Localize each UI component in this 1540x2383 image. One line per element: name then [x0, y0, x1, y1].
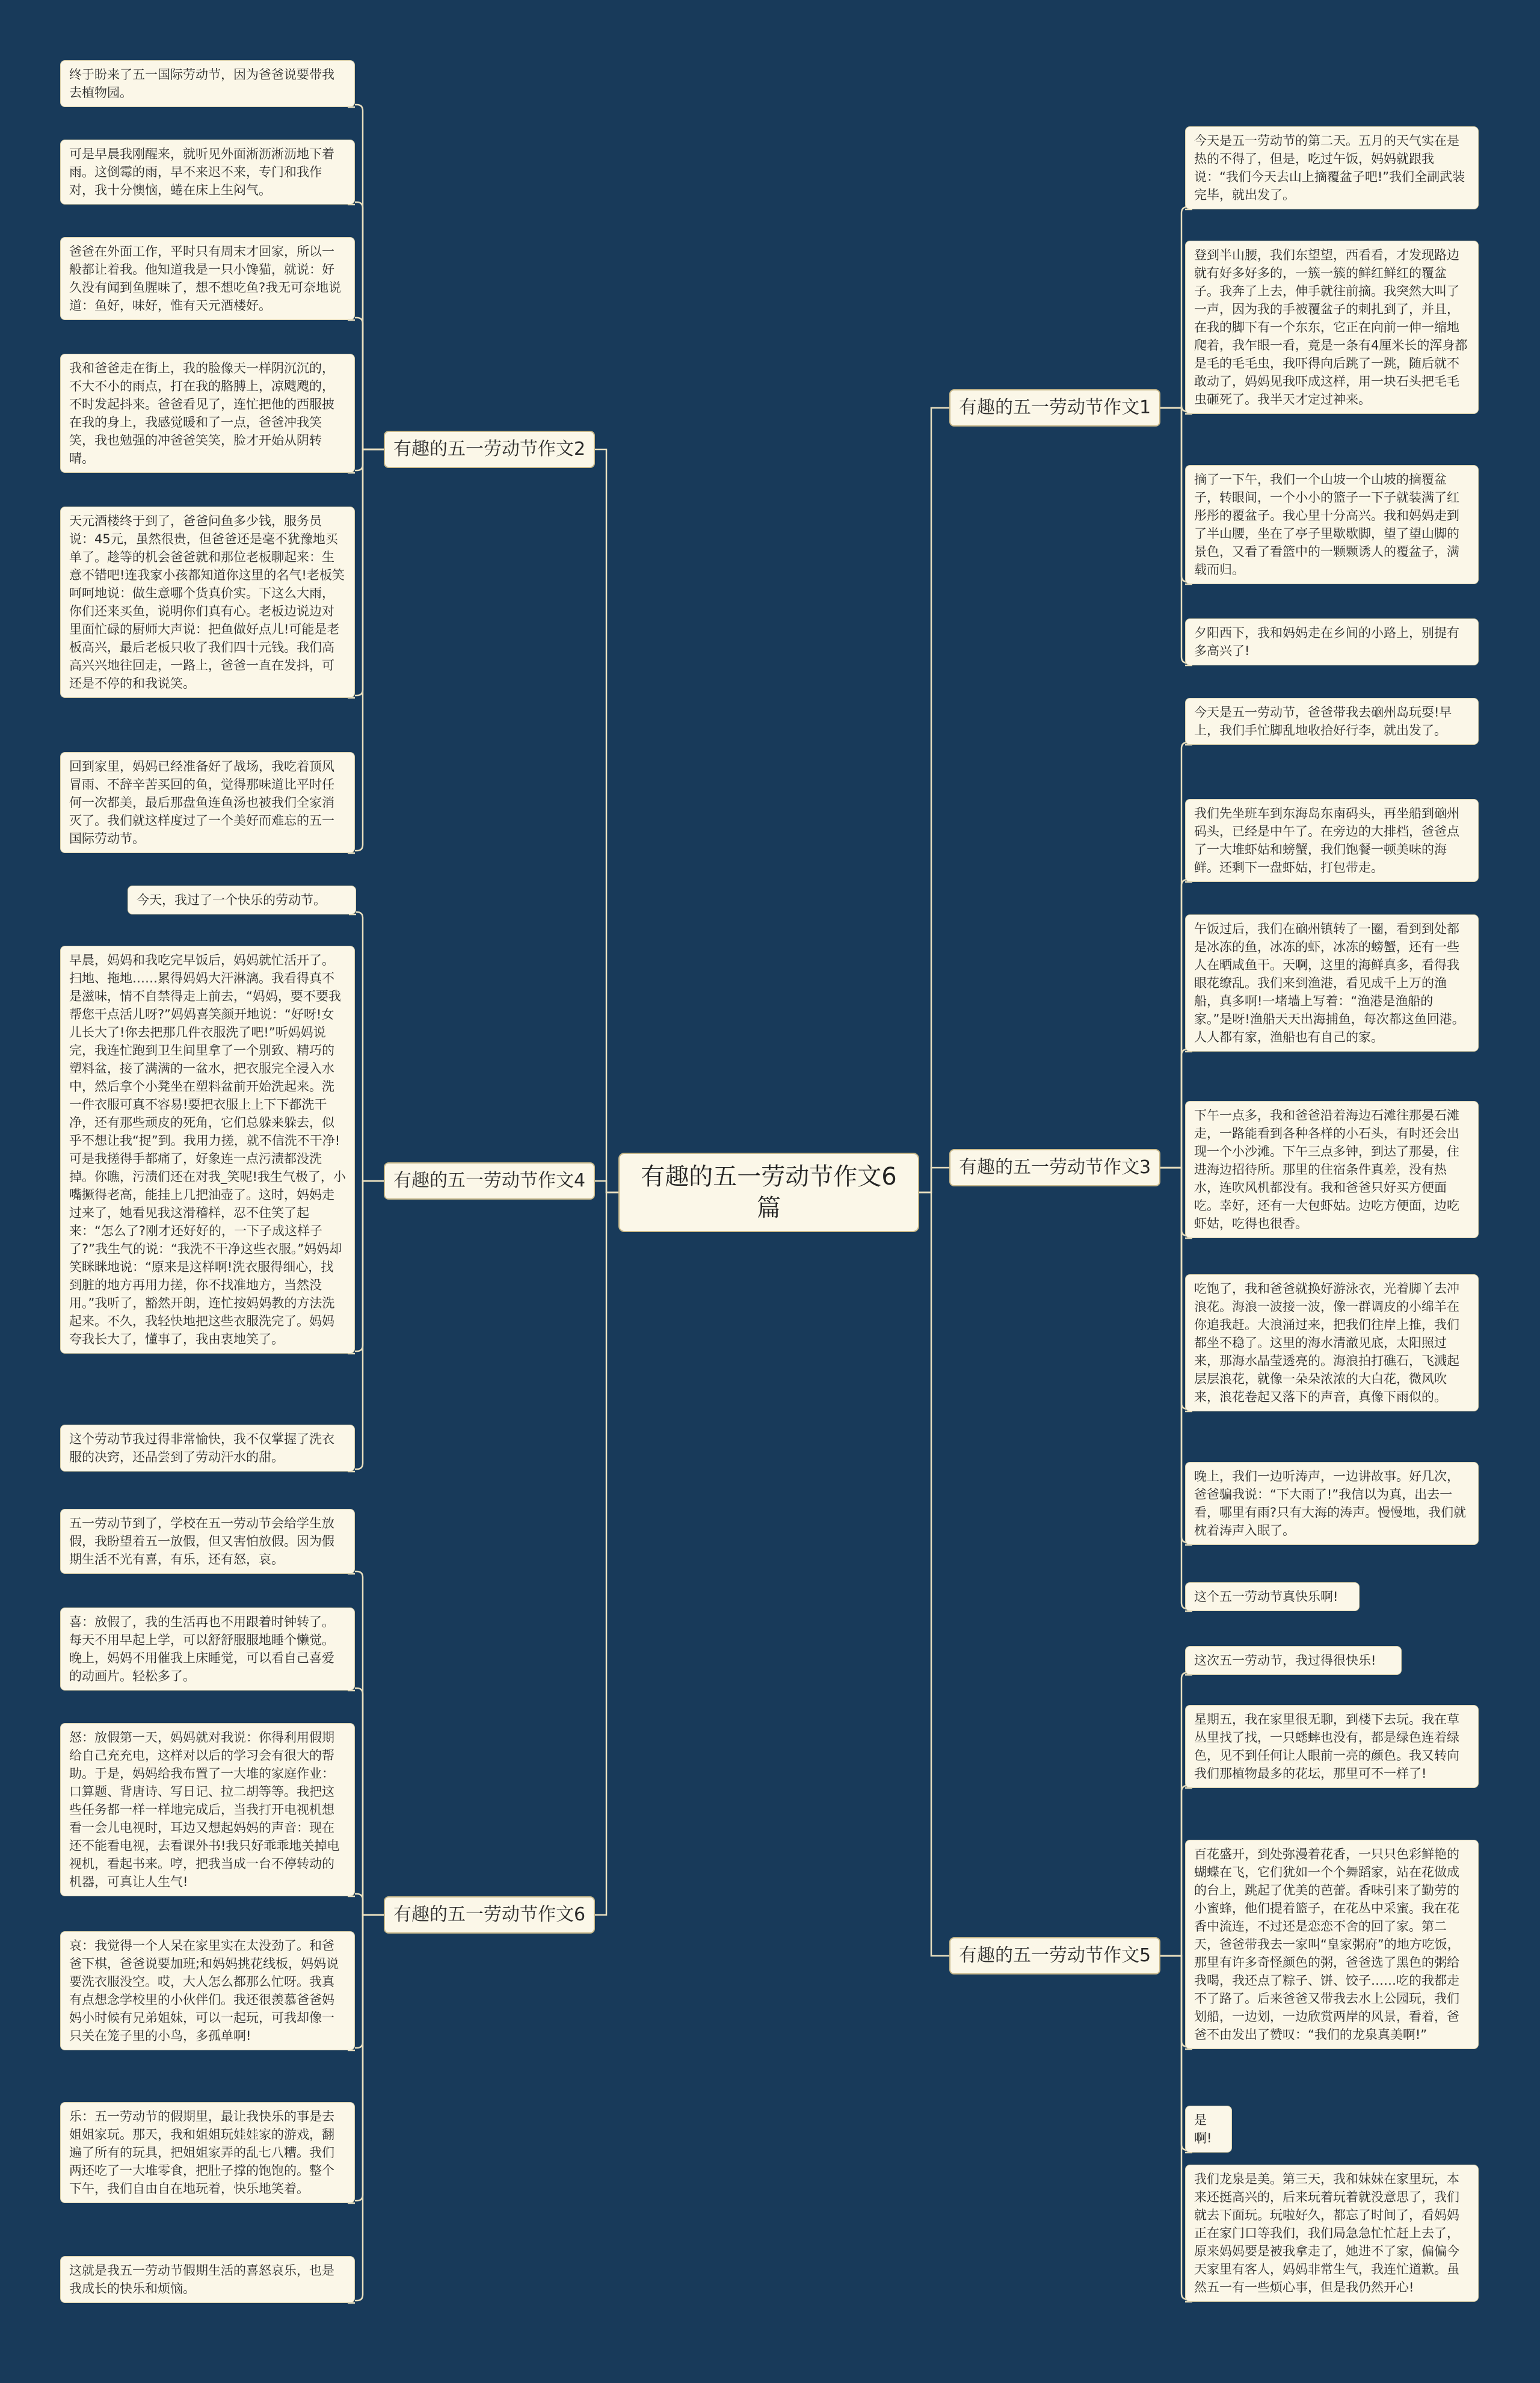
leaf-text: 怒：放假第一天，妈妈就对我说：你得利用假期给自己充充电，这样对以后的学习会有很大的帮助。于是，妈妈给我布置了一大堆的家庭作业：口算题、背唐诗、写日记、拉二胡等等。我把这些任务都一样一样地完成后，当我打开电视机想看一会儿电视时，耳边又想起妈妈的声音：现在还不能看电视，去看课外书!我只好乖乖地关掉电视机，看起书来。哼，把我当成一台不停转动的机器，可真让人生气! — [60, 1723, 355, 1896]
leaf-text: 我们龙泉是美。第三天，我和妹妹在家里玩，本来还挺高兴的，后来玩着玩着就没意思了，我们就去下面玩。玩啦好久，都忘了时间了，看妈妈正在家门口等我们，我们局急急忙忙赶上去了，原来妈妈要是被我拿走了，她进不了家，偏偏今天家里有客人，妈妈非常生气，我连忙道歉。虽然五一有一些烦心事，但是我仍然开心! — [1185, 2165, 1479, 2302]
branch-article-6[interactable]: 有趣的五一劳动节作文6 — [384, 1896, 595, 1934]
leaf-text: 今天是五一劳动节，爸爸带我去硇州岛玩耍!早上，我们手忙脚乱地收拾好行李，就出发了。 — [1185, 698, 1479, 745]
branch-article-2[interactable]: 有趣的五一劳动节作文2 — [384, 431, 595, 468]
branch-leaf-connector — [355, 449, 384, 851]
leaf-text: 五一劳动节到了，学校在五一劳动节会给学生放假，我盼望着五一放假，但又害怕放假。因为假期生活不光有喜，有乐，还有怒，哀。 — [60, 1509, 355, 1574]
root-branch-connector — [919, 1192, 949, 1956]
branch-article-5[interactable]: 有趣的五一劳动节作文5 — [949, 1937, 1160, 1975]
branch-leaf-connector — [355, 105, 384, 449]
branch-leaf-connector — [355, 1571, 384, 1915]
branch-leaf-connector — [1160, 408, 1187, 663]
leaf-text: 这个五一劳动节真快乐啊! — [1185, 1582, 1360, 1611]
branch-leaf-connector — [1160, 1956, 1187, 2150]
leaf-text: 登到半山腰，我们东望望，西看看，才发现路边就有好多好多的，一簇一簇的鲜红鲜红的覆盆子。我奔了上去，伸手就往前摘。我突然大叫了一声，因为我的手被覆盆子的刺扎到了，并且，在我的脚下有一个东东，它正在向前一伸一缩地爬着，我乍眼一看，竟是一条有4厘米长的浑身都是毛的毛毛虫，我吓得向后跳了一跳，随后就不敢动了，妈妈见我吓成这样，用一块石头把毛毛虫砸死了。我半天才定过神来。 — [1185, 241, 1479, 414]
branch-leaf-connector — [355, 318, 384, 449]
root-branch-connector — [919, 1168, 949, 1192]
leaf-text: 晚上，我们一边听涛声，一边讲故事。好几次，爸爸骗我说：“下大雨了!”我信以为真，出去一看，哪里有雨?只有大海的涛声。慢慢地，我们就枕着涛声入眠了。 — [1185, 1462, 1479, 1545]
leaf-text: 是啊! — [1185, 2106, 1232, 2153]
leaf-text: 我们先坐班车到东海岛东南码头，再坐船到硇州码头，已经是中午了。在旁边的大排档，爸爸点了一大堆虾姑和螃蟹，我们饱餐一顿美味的海鲜。还剩下一盘虾姑，打包带走。 — [1185, 799, 1479, 882]
branch-leaf-connector — [1160, 1956, 1187, 2047]
leaf-text: 今天，我过了一个快乐的劳动节。 — [128, 886, 356, 914]
branch-leaf-connector — [1160, 1786, 1187, 1956]
leaf-text: 我和爸爸走在街上，我的脸像天一样阴沉沉的，不大不小的雨点，打在我的胳膊上，凉飕飕的，不时发起抖来。爸爸看见了，连忙把他的西服披在我的身上，我感觉暖和了一点，爸爸冲我笑笑，我也勉强的冲爸爸笑笑，脸才开始从阴转晴。 — [60, 354, 355, 473]
branch-leaf-connector — [355, 1894, 384, 1915]
branch-leaf-connector — [355, 1915, 384, 2048]
leaf-text: 爸爸在外面工作，平时只有周末才回家，所以一般都让着我。他知道我是一只小馋猫，就说：好久没有闻到鱼腥味了，想不想吃鱼?我无可奈地说道：鱼好，味好，惟有天元酒楼好。 — [60, 237, 355, 320]
branch-leaf-connector — [355, 1688, 384, 1915]
branch-article-1[interactable]: 有趣的五一劳动节作文1 — [949, 389, 1160, 427]
root-branch-connector — [919, 408, 949, 1192]
leaf-text: 吃饱了，我和爸爸就换好游泳衣，光着脚丫去冲浪花。海浪一波接一波，像一群调皮的小绵羊在你追我赶。大浪涌过来，把我们往岸上推，我们都坐不稳了。这里的海水清澈见底，太阳照过来，那海水晶莹透亮的。海浪拍打礁石，飞溅起层层浪花，就像一朵朵浓浓的大白花，微风吹来，浪花卷起又落下的声音，真像下雨似的。 — [1185, 1274, 1479, 1411]
leaf-text: 这就是我五一劳动节假期生活的喜怒哀乐，也是我成长的快乐和烦恼。 — [60, 2256, 355, 2303]
leaf-text: 这个劳动节我过得非常愉快，我不仅掌握了洗衣服的决窍，还品尝到了劳动汗水的甜。 — [60, 1425, 355, 1472]
branch-leaf-connector — [355, 1181, 384, 1351]
leaf-text: 回到家里，妈妈已经准备好了战场，我吃着顶风冒雨、不辞辛苦买回的鱼，觉得那味道比平时任何一次都美，最后那盘鱼连鱼汤也被我们全家消灭了。我们就这样度过了一个美好而难忘的五一国际劳动节。 — [60, 752, 355, 853]
branch-leaf-connector — [355, 449, 384, 695]
leaf-text: 天元酒楼终于到了，爸爸问鱼多少钱，服务员说：45元，虽然很贵，但爸爸还是毫不犹豫地买单了。趁等的机会爸爸就和那位老板聊起来：生意不错吧!连我家小孩都知道你这里的名气!老板笑呵呵地说：做生意哪个货真价实。下这么大雨，你们还来买鱼，说明你们真有心。老板边说边对里面忙碌的厨师大声说：把鱼做好点儿!可能是老板高兴，最后老板只收了我们四十元钱。我们高高兴兴地往回走，一路上，爸爸一直在发抖，可还是不停的和我说笑。 — [60, 507, 355, 698]
branch-leaf-connector — [1160, 408, 1187, 582]
leaf-text: 夕阳西下，我和妈妈走在乡间的小路上，别提有多高兴了! — [1185, 618, 1479, 665]
branch-leaf-connector — [355, 1915, 384, 2201]
branch-leaf-connector — [355, 449, 384, 470]
branch-leaf-connector — [355, 1915, 384, 2301]
branch-leaf-connector — [355, 202, 384, 449]
branch-leaf-connector — [1160, 207, 1187, 408]
leaf-text: 下午一点多，我和爸爸沿着海边石滩往那晏石滩走，一路能看到各种各样的小石头，有时还会出现一个小沙滩。下午三点多钟，到达了那晏，住进海边招待所。那里的住宿条件真差，没有热水，连吹风机都没有。我和爸爸只好买方便面吃。幸好，还有一大包虾姑。边吃方便面，边吃虾姑，吃得也很香。 — [1185, 1101, 1479, 1238]
branch-leaf-connector — [1160, 1168, 1187, 1543]
leaf-text: 星期五，我在家里很无聊，到楼下去玩。我在草丛里找了找，一只蟋蟀也没有，都是绿色连着绿色，见不到任何让人眼前一亮的颜色。我又转向我们那植物最多的花坛，那里可不一样了! — [1185, 1705, 1479, 1788]
leaf-text: 乐：五一劳动节的假期里，最让我快乐的事是去姐姐家玩。那天，我和姐姐玩娃娃家的游戏，翻遍了所有的玩具，把姐姐家弄的乱七八糟。我们两还吃了一大堆零食，把肚子撑的饱饱的。整个下午，我们自由自在地玩着，快乐地笑着。 — [60, 2102, 355, 2203]
branch-leaf-connector — [1160, 742, 1187, 1168]
branch-article-3[interactable]: 有趣的五一劳动节作文3 — [949, 1149, 1160, 1186]
branch-leaf-connector — [1160, 1049, 1187, 1168]
branch-leaf-connector — [356, 912, 384, 1181]
branch-leaf-connector — [1160, 880, 1187, 1168]
leaf-text: 这次五一劳动节，我过得很快乐! — [1185, 1646, 1402, 1675]
leaf-text: 百花盛开，到处弥漫着花香，一只只色彩鲜艳的蝴蝶在飞，它们犹如一个个舞蹈家，站在花做成的台上，跳起了优美的芭蕾。香味引来了勤劳的小蜜蜂，他们提着篮子，在花丛中采蜜。我在花香中流连，不过还是恋恋不舍的回了家。第二天，爸爸带我去一家叫“皇家粥府”的地方吃饭，那里有许多奇怪颜色的粥，爸爸选了黑色的粥给我喝，我还点了粽子、饼、饺子……吃的我都走不了路了。后来爸爸又带我去水上公园玩，我们划船，一边划，一边欣赏两岸的风景，看着，爸爸不由发出了赞叹：“我们的龙泉真美啊!” — [1185, 1840, 1479, 2049]
branch-leaf-connector — [1160, 1672, 1187, 1956]
branch-leaf-connector — [355, 1181, 384, 1469]
root-branch-connector — [595, 1192, 618, 1915]
leaf-text: 摘了一下午，我们一个山坡一个山坡的摘覆盆子，转眼间，一个小小的篮子一下子就装满了红彤彤的覆盆子。我心里十分高兴。我和妈妈走到了半山腰，坐在了亭子里歇歇脚，望了望山脚的景色，又看了看篮中的一颗颗诱人的覆盆子，满载而归。 — [1185, 465, 1479, 584]
leaf-text: 今天是五一劳动节的第二天。五月的天气实在是热的不得了，但是，吃过午饭，妈妈就跟我说：“我们今天去山上摘覆盆子吧!”我们全副武装完毕，就出发了。 — [1185, 126, 1479, 209]
root-branch-connector — [595, 449, 618, 1192]
branch-leaf-connector — [1160, 1956, 1187, 2299]
leaf-text: 午饭过后，我们在硇州镇转了一圈，看到到处都是冰冻的鱼，冰冻的虾，冰冻的螃蟹，还有一些人在晒咸鱼干。天啊，这里的海鲜真多，看得我眼花缭乱。我们来到渔港，看见成千上万的渔船，真多啊!一堵墙上写着：“渔港是渔船的家。”是呀!渔船天天出海捕鱼，每次都这鱼回港。人人都有家，渔船也有自己的家。 — [1185, 914, 1479, 1052]
leaf-text: 早晨，妈妈和我吃完早饭后，妈妈就忙活开了。扫地、拖地……累得妈妈大汗淋漓。我看得真不是滋味，情不自禁得走上前去，“妈妈，要不要我帮您干点活儿呀?”妈妈喜笑颜开地说：“好呀!女儿长大了!你去把那几件衣服洗了吧!”听妈妈说完，我连忙跑到卫生间里拿了一个别致、精巧的塑料盆，接了满满的一盆水，把衣服完全浸入水中，然后拿个小凳坐在塑料盆前开始洗起来。洗一件衣服可真不容易!要把衣服上上下下都洗干净，还有那些顽皮的死角，它们总躲来躲去，似乎不想让我“捉”到。我用力搓，就不信洗不干净!可是我搓得手都痛了，好象连一点污渍都没洗掉。你瞧，污渍们还在对我_笑呢!我生气极了，小嘴撅得老高，能挂上几把油壶了。这时，妈妈走过来了，她看见我这滑稽样，忍不住笑了起来：“怎么了?刚才还好好的，一下子成这样子了?”我生气的说：“我洗不干净这些衣服。”妈妈却笑眯眯地说：“原来是这样啊!洗衣服得细心，找到脏的地方再用力搓，你不找准地方，当然没用。”我听了，豁然开朗，连忙按妈妈教的方法洗起来。不久，我轻快地把这些衣服洗完了。妈妈夸我长大了，懂事了，我由衷地笑了。 — [60, 946, 355, 1354]
branch-leaf-connector — [1160, 1168, 1187, 1236]
leaf-text: 哀：我觉得一个人呆在家里实在太没劲了。和爸爸下棋，爸爸说要加班;和妈妈挑花线板，妈妈说要洗衣服没空。哎，大人怎么都那么忙呀。我真有点想念学校里的小伙伴们。我还很羡慕爸爸妈妈小时候有兄弟姐妹，可以一起玩，可我却像一只关在笼子里的小鸟，多孤单啊! — [60, 1931, 355, 2050]
branch-article-4[interactable]: 有趣的五一劳动节作文4 — [384, 1162, 595, 1200]
root-topic[interactable]: 有趣的五一劳动节作文6篇 — [618, 1153, 919, 1232]
branch-leaf-connector — [1160, 1168, 1187, 1409]
leaf-text: 喜：放假了，我的生活再也不用跟着时钟转了。每天不用早起上学，可以舒舒服服地睡个懒觉。晚上，妈妈不用催我上床睡觉，可以看自己喜爱的动画片。轻松多了。 — [60, 1608, 355, 1691]
root-branch-connector — [595, 1181, 618, 1192]
leaf-text: 可是早晨我刚醒来，就听见外面淅沥淅沥地下着雨。这倒霉的雨，早不来迟不来，专门和我作对，我十分懊恼，蜷在床上生闷气。 — [60, 140, 355, 205]
leaf-text: 终于盼来了五一国际劳动节，因为爸爸说要带我去植物园。 — [60, 60, 355, 107]
